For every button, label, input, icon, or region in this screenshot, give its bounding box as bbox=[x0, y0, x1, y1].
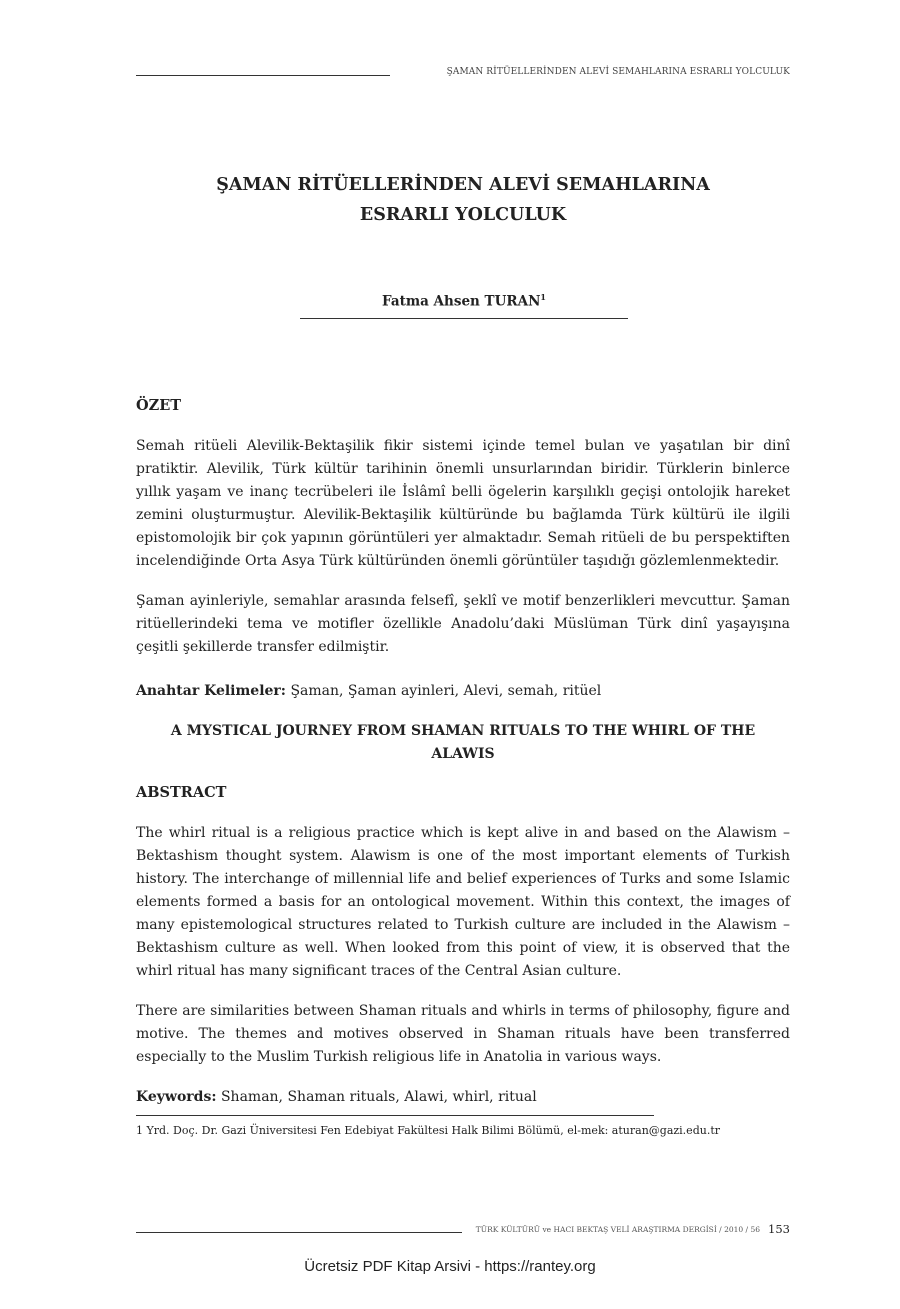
author bbox=[300, 292, 628, 310]
english-title-line1: A MYSTICAL JOURNEY FROM SHAMAN RITUALS TO THE WHIRL OF THE bbox=[170, 723, 756, 739]
english-title bbox=[136, 720, 790, 766]
abstract-keywords-label: Keywords: bbox=[136, 1089, 217, 1105]
ozet-heading: ÖZET bbox=[136, 397, 182, 414]
header-rule bbox=[136, 75, 390, 76]
abstract-paragraph-1: The whirl ritual is a religious practice which is kept alive in and based on the Alawism – Bektashism thought system. Alawism is one of the most important elements of Turkish history. The interchange of millennial life and belief experiences of Turks and some Islamic elements formed a basis for an ontological movement. Within this context, the images of many epistemological structures related to Turkish culture are included in the Alawism – Bektashism culture as well. When looked from this point of view, it is observed that the whirl ritual has many significant traces of the Central Asian culture. bbox=[136, 825, 790, 979]
author-rule bbox=[300, 318, 628, 319]
abstract-paragraph-2: There are similarities between Shaman rituals and whirls in terms of philosophy, figure and motive. The themes and motives observed in Shaman rituals have been transferred especially to the Muslim Turkish religious life in Anatolia in various ways. bbox=[136, 1003, 790, 1065]
ozet-keywords-value: Şaman, Şaman ayinleri, Alevi, semah, ritüel bbox=[290, 683, 602, 699]
english-title-line2: ALAWIS bbox=[431, 746, 495, 762]
ozet-keywords bbox=[136, 680, 790, 703]
page-number: 153 bbox=[768, 1222, 790, 1236]
article-title-line2: ESRARLI YOLCULUK bbox=[359, 205, 567, 225]
abstract-heading: ABSTRACT bbox=[136, 784, 227, 801]
running-head: ŞAMAN RİTÜELLERİNDEN ALEVİ SEMAHLARINA ESRARLI YOLCULUK bbox=[446, 67, 790, 77]
ozet-keywords-label: Anahtar Kelimeler: bbox=[136, 683, 286, 699]
article-title bbox=[136, 170, 790, 230]
footnote-rule bbox=[136, 1115, 654, 1116]
footer-journal: TÜRK KÜLTÜRÜ ve HACI BEKTAŞ VELİ ARAŞTIRMA DERGİSİ / 2010 / 56 bbox=[475, 1225, 760, 1234]
footer-rule bbox=[136, 1232, 462, 1233]
ozet-paragraph-1: Semah ritüeli Alevilik-Bektaşilik fikir sistemi içinde temel bulan ve yaşatılan bir dinî pratiktir. Alevilik, Türk kültür tarihinin önemli unsurlarından biridir. Türklerin binlerce yıllık yaşam ve inanç tecrübeleri ile İslâmî belli ögelerin karşılıklı geçişi ontolojik hareket zemini oluşturmuştur. Alevilik-Bektaşilik kültüründe bu bağlamda Türk kültürü ile ilgili epistomolojik bir çok yapının görüntüleri yer almaktadır. Semah ritüeli de bu perspektiften incelendiğinde Orta Asya Türk kültüründen önemli görüntüler taşıdığı gözlemlenmektedir. bbox=[136, 438, 790, 569]
abstract-keywords bbox=[136, 1086, 790, 1109]
abstract-keywords-value: Shaman, Shaman rituals, Alawi, whirl, ritual bbox=[220, 1089, 537, 1105]
author-name: Fatma Ahsen TURAN bbox=[382, 293, 541, 310]
author-footnote-mark: 1 bbox=[540, 292, 546, 302]
ozet-paragraph-2: Şaman ayinleriyle, semahlar arasında felsefî, şeklî ve motif benzerlikleri mevcuttur. Şaman ritüellerindeki tema ve motifler özellikle Anadolu’daki Müslüman Türk dinî yaşayışına çeşitli şekillerde transfer edilmiştir. bbox=[136, 593, 790, 655]
footnote: 1 Yrd. Doç. Dr. Gazi Üniversitesi Fen Edebiyat Fakültesi Halk Bilimi Bölümü, el-mek: aturan@gazi.edu.tr bbox=[136, 1124, 720, 1137]
article-title-line1: ŞAMAN RİTÜELLERİNDEN ALEVİ SEMAHLARINA bbox=[216, 175, 710, 195]
watermark: Ücretsiz PDF Kitap Arsivi - https://rantey.org bbox=[304, 1258, 596, 1275]
